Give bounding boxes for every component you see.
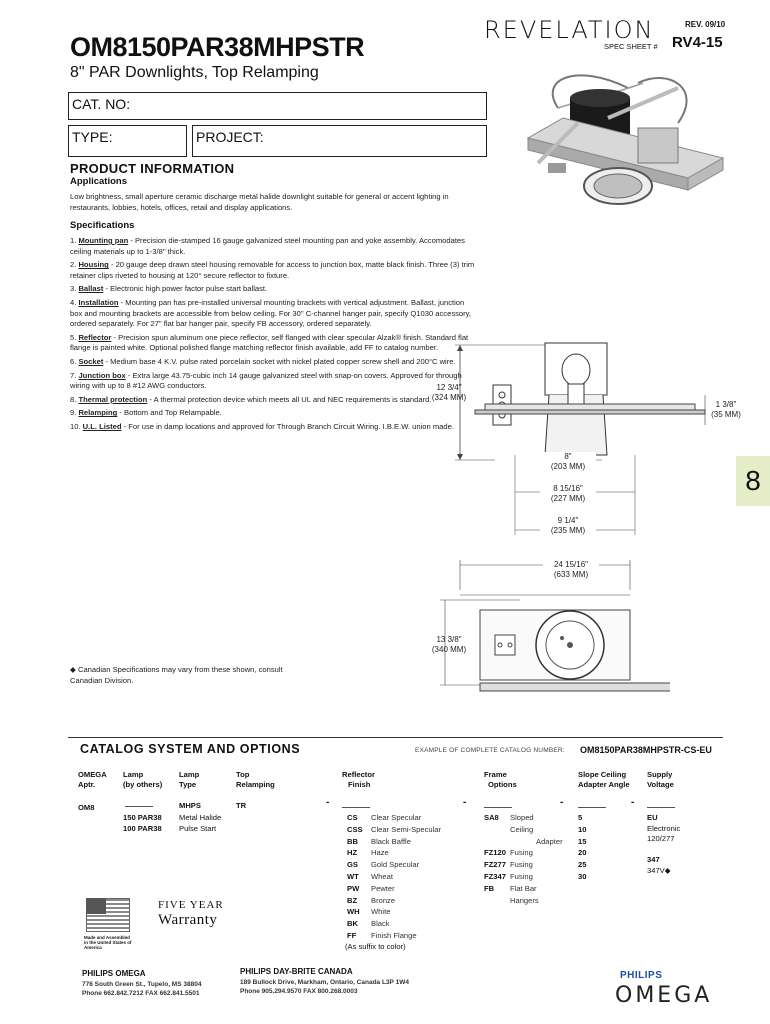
option-code: BB — [347, 836, 358, 846]
warranty-label: Warranty — [158, 912, 218, 928]
option-description: Haze — [371, 848, 389, 858]
slope-value: 15 — [578, 836, 587, 846]
cat-no-field[interactable] — [68, 92, 487, 120]
spec-name: Mounting pan — [78, 236, 129, 245]
flange-inner-in: 8 15/16" — [553, 484, 583, 493]
option-description: Wheat — [371, 871, 393, 881]
slope-options — [578, 812, 586, 883]
omega-logo: OMEGA — [615, 983, 713, 1008]
spec-name: Thermal protection — [78, 394, 148, 404]
footer-omega-title: PHILIPS OMEGA — [82, 969, 146, 978]
product-photo — [518, 68, 730, 218]
thickness-mm: (35 MM) — [711, 410, 741, 419]
spec-name: Relamping — [78, 408, 118, 418]
option-code: BZ — [347, 895, 358, 905]
option-row — [347, 836, 441, 848]
spec-text: - Precision spun aluminum one piece reflector, self flanged with clear specular Alzak® finish. Standard flat flange is painted white. Optional polished flange matching reflector finish available, add FF to catalog number. — [70, 332, 469, 353]
spec-item — [70, 298, 475, 330]
spec-name: Ballast — [78, 284, 104, 294]
option-code: CS — [347, 813, 358, 822]
cat-no-label: CAT. NO: — [72, 96, 131, 112]
flange-outer-dimension — [540, 516, 596, 536]
spec-item — [70, 395, 475, 406]
option-description: Adapter — [536, 836, 563, 846]
spec-text: - Electronic high power factor pulse start ballast. — [103, 284, 268, 294]
option-code: SA8 — [484, 813, 499, 822]
made-in-usa: Made and Assembled in the United States of America — [84, 935, 132, 950]
spec-number: 8. — [70, 394, 79, 404]
applications-heading: Applications — [70, 176, 128, 187]
pan-width-dimension — [425, 635, 473, 655]
spec-text: - Precision die-stamped 16 gauge galvanized steel mounting pan and yoke assembly. Accomodates ceiling materials up to 1-3/8" thick. — [70, 236, 465, 256]
option-description: Pewter — [371, 883, 395, 893]
option-row — [347, 871, 441, 883]
blank-line — [125, 806, 153, 807]
spec-item — [70, 371, 475, 392]
supply-eu-code: EU — [647, 813, 658, 822]
option-code: CSS — [347, 824, 363, 834]
option-row — [484, 859, 563, 871]
option-row — [347, 824, 441, 836]
spec-name: Housing — [78, 260, 109, 270]
project-label: PROJECT: — [196, 129, 264, 145]
spec-text: - For use in damp locations and approved for Through Branch Circuit Wiring. I.B.E.W. union made. — [121, 421, 454, 431]
model-number: OM8150PAR38MHPSTR — [70, 32, 365, 62]
blank-line — [647, 807, 675, 808]
spec-number: 5. — [70, 332, 79, 342]
option-row — [484, 812, 563, 824]
option-description: Ceiling — [510, 824, 534, 834]
thickness-in: 1 3/8" — [715, 400, 737, 409]
canadian-note — [70, 665, 315, 686]
omega-value: OM8 — [78, 803, 95, 812]
spec-number: 7. — [70, 370, 79, 380]
pan-length-dimension — [543, 560, 599, 580]
spec-text: - Extra large 43.75-cubic inch 14 gauge galvanized steel with snap-on covers. Approved for through wiring with up to 8 #12 AWG conductors. — [70, 370, 462, 391]
blank-line — [342, 807, 370, 808]
spec-text: - Bottom and Top Relampable. — [117, 408, 222, 418]
option-row — [484, 895, 563, 907]
pan-length-in: 24 15/16" — [554, 560, 588, 569]
top-relamping-header: Top Relamping — [236, 770, 275, 789]
aperture-in: 8" — [564, 452, 572, 461]
spec-text: - A thermal protection device which meets all UL and NEC requirements is standard. — [147, 394, 432, 404]
section-tab: 8 — [736, 456, 770, 506]
spec-item — [70, 408, 475, 419]
option-description: Flat Bar — [510, 883, 537, 893]
lamp-option-2: 100 PAR38 — [123, 824, 162, 833]
lamp-type-desc2: Pulse Start — [179, 824, 217, 833]
footer-omega-address: 776 South Green St., Tupelo, MS 38804 — [82, 981, 202, 988]
side-elevation-drawing — [455, 340, 715, 540]
option-row — [484, 871, 563, 883]
blank-line — [578, 807, 606, 808]
option-row — [347, 847, 441, 859]
spec-number: 9. — [70, 408, 79, 418]
frame-options — [484, 812, 563, 906]
lamp-option-1: 150 PAR38 — [123, 813, 162, 822]
spec-item — [70, 236, 475, 257]
lamp-by-others-header: Lamp (by others) — [123, 770, 163, 789]
height-dimension — [425, 383, 473, 403]
option-description: Fusing — [510, 848, 533, 858]
spec-item — [70, 260, 475, 281]
option-code: WT — [347, 871, 359, 881]
omega-header: OMEGA Aptr. — [78, 770, 107, 789]
spec-item — [70, 333, 475, 354]
spec-number: 3. — [70, 284, 79, 294]
option-description: Clear Specular — [371, 813, 422, 822]
option-description: Fusing — [510, 860, 533, 870]
aperture-mm: (203 MM) — [550, 462, 586, 471]
blank-line — [484, 807, 512, 808]
slope-value: 10 — [578, 824, 587, 834]
option-row — [347, 918, 441, 930]
separator-dash: - — [463, 797, 467, 808]
revelation-logo: REVELATION — [484, 16, 655, 44]
option-description: Fusing — [510, 871, 533, 881]
option-code: WH — [347, 907, 360, 917]
spec-item — [70, 284, 475, 295]
spec-name: Socket — [78, 356, 104, 366]
option-description: Finish Flange — [371, 930, 417, 940]
philips-logo: PHILIPS — [620, 970, 663, 981]
option-description: Gold Specular — [371, 860, 420, 870]
option-row — [484, 836, 563, 848]
applications-text: Low brightness, small aperture ceramic discharge metal halide downlight suitable for general or accent lighting in restaurants, lobbies, hotels, offices, retail and display applications. — [70, 192, 449, 212]
supply-347-code: 347 — [647, 855, 660, 864]
option-row — [484, 824, 563, 836]
spec-number: 2. — [70, 260, 79, 270]
option-code: FZ120 — [484, 848, 506, 858]
option-description: Sloped — [510, 813, 534, 822]
slope-value: 30 — [578, 871, 587, 881]
type-label: TYPE: — [72, 129, 113, 145]
reflector-note: (As suffix to color) — [345, 942, 406, 951]
option-code: PW — [347, 883, 360, 893]
option-code: FZ277 — [484, 860, 506, 870]
option-description: Black — [371, 919, 390, 929]
warranty-years: FIVE YEAR — [158, 899, 224, 911]
spec-sheet-label: SPEC SHEET # — [604, 42, 658, 51]
pan-width-in: 13 3/8" — [436, 635, 462, 644]
separator-dash: - — [326, 797, 330, 808]
specifications-heading: Specifications — [70, 220, 135, 231]
spec-name: Reflector — [78, 332, 112, 342]
reflector-header: Reflector Finish — [342, 770, 375, 789]
option-row — [347, 812, 441, 824]
product-information-heading: PRODUCT INFORMATION — [70, 161, 235, 176]
option-row — [347, 895, 441, 907]
option-row — [347, 930, 441, 942]
slope-value: 5 — [578, 813, 583, 822]
spec-number: 6. — [70, 356, 79, 366]
supply-347-desc: 347V◆ — [647, 866, 671, 875]
top-relamping-code: TR — [236, 801, 247, 810]
example-label: EXAMPLE OF COMPLETE CATALOG NUMBER: — [415, 747, 565, 754]
footer-canada-phone: Phone 905.294.9570 FAX 800.268.0003 — [240, 988, 358, 995]
option-code: FB — [484, 883, 495, 893]
spec-sheet-number: RV4-15 — [672, 34, 723, 51]
spec-number: 10. — [70, 421, 83, 431]
footer-omega-phone: Phone 662.842.7212 FAX 662.841.5501 — [82, 990, 200, 997]
option-description: Bronze — [371, 895, 396, 905]
slope-value: 20 — [578, 848, 587, 858]
spec-name: U.L. Listed — [82, 421, 122, 431]
height-mm: (324 MM) — [431, 393, 467, 402]
reflector-options — [347, 812, 441, 942]
option-row — [484, 883, 563, 895]
footer-canada-title: PHILIPS DAY-BRITE CANADA — [240, 967, 353, 976]
supply-header: Supply Voltage — [647, 770, 674, 789]
example-catalog-number: OM8150PAR38MHPSTR-CS-EU — [580, 745, 712, 755]
separator-dash: - — [631, 797, 635, 808]
spec-text: - Mounting pan has pre-installed universal mounting brackets with vertical adjustment. Ballast, junction box and mounting brackets are accessible from below ceiling. For 30" C-channel hanger pair, specify Q1030 accessory, ordered separately. For 27" flat bar hanger pair, specify FB accessory, ordered separately. — [70, 297, 472, 329]
flange-outer-in: 9 1/4" — [557, 516, 579, 525]
project-field[interactable] — [192, 125, 487, 157]
supply-eu-desc2: 120/277 — [647, 834, 675, 843]
option-row — [347, 883, 441, 895]
lamp-type-desc1: Metal Halide — [179, 813, 222, 822]
flag-canton — [86, 898, 106, 914]
option-code: FF — [347, 930, 357, 940]
aperture-dimension — [540, 452, 596, 472]
diamond-icon: ◆ — [70, 665, 76, 674]
option-code: GS — [347, 860, 358, 870]
revision: REV. 09/10 — [685, 20, 726, 29]
thickness-dimension — [702, 400, 750, 420]
height-in: 12 3/4" — [436, 383, 462, 392]
spec-name: Installation — [78, 297, 119, 307]
separator-dash: - — [560, 797, 564, 808]
option-description: Hangers — [510, 895, 539, 905]
type-field[interactable] — [68, 125, 187, 157]
slope-value: 25 — [578, 860, 587, 870]
product-subtitle: 8" PAR Downlights, Top Relamping — [70, 64, 319, 81]
canadian-note-text: Canadian Specifications may vary from these shown, consult Canadian Division. — [70, 665, 283, 685]
pan-width-mm: (340 MM) — [431, 645, 467, 654]
slope-header: Slope Ceiling Adapter Angle — [578, 770, 630, 789]
option-code: BK — [347, 919, 358, 929]
flange-inner-mm: (227 MM) — [550, 494, 586, 503]
option-row — [347, 906, 441, 918]
spec-item — [70, 422, 475, 433]
option-row — [347, 859, 441, 871]
flange-outer-mm: (235 MM) — [550, 526, 586, 535]
spec-text: - 20 gauge deep drawn steel housing removable for access to junction box, matte black finish. Three (3) trim retainer clips riveted to housing at 120° secure reflector to fixture. — [70, 260, 475, 280]
lamp-type-header: Lamp Type — [179, 770, 200, 789]
flange-inner-dimension — [540, 484, 596, 504]
pan-length-mm: (633 MM) — [553, 570, 589, 579]
option-description: Clear Semi-Specular — [371, 824, 442, 834]
option-description: Black Baffle — [371, 836, 411, 846]
option-code: FZ347 — [484, 871, 506, 881]
catalog-divider — [68, 737, 723, 738]
supply-eu-desc1: Electronic — [647, 824, 681, 833]
spec-text: - Medium base 4 K.V. pulse rated porcelain socket with nickel plated copper screw shell and 200°C wire. — [103, 356, 456, 366]
footer-canada-address: 189 Bullock Drive, Markham, Ontario, Canada L3P 1W4 — [240, 979, 409, 986]
spec-number: 1. — [70, 236, 79, 245]
option-code: HZ — [347, 848, 358, 858]
catalog-heading: CATALOG SYSTEM AND OPTIONS — [80, 742, 301, 756]
option-row — [484, 847, 563, 859]
spec-number: 4. — [70, 297, 79, 307]
spec-name: Junction box — [78, 370, 126, 380]
option-description: White — [371, 907, 391, 917]
lamp-type-code: MHPS — [179, 801, 201, 810]
specifications-list — [70, 236, 475, 436]
spec-item — [70, 357, 475, 368]
frame-header: Frame Options — [484, 770, 517, 789]
